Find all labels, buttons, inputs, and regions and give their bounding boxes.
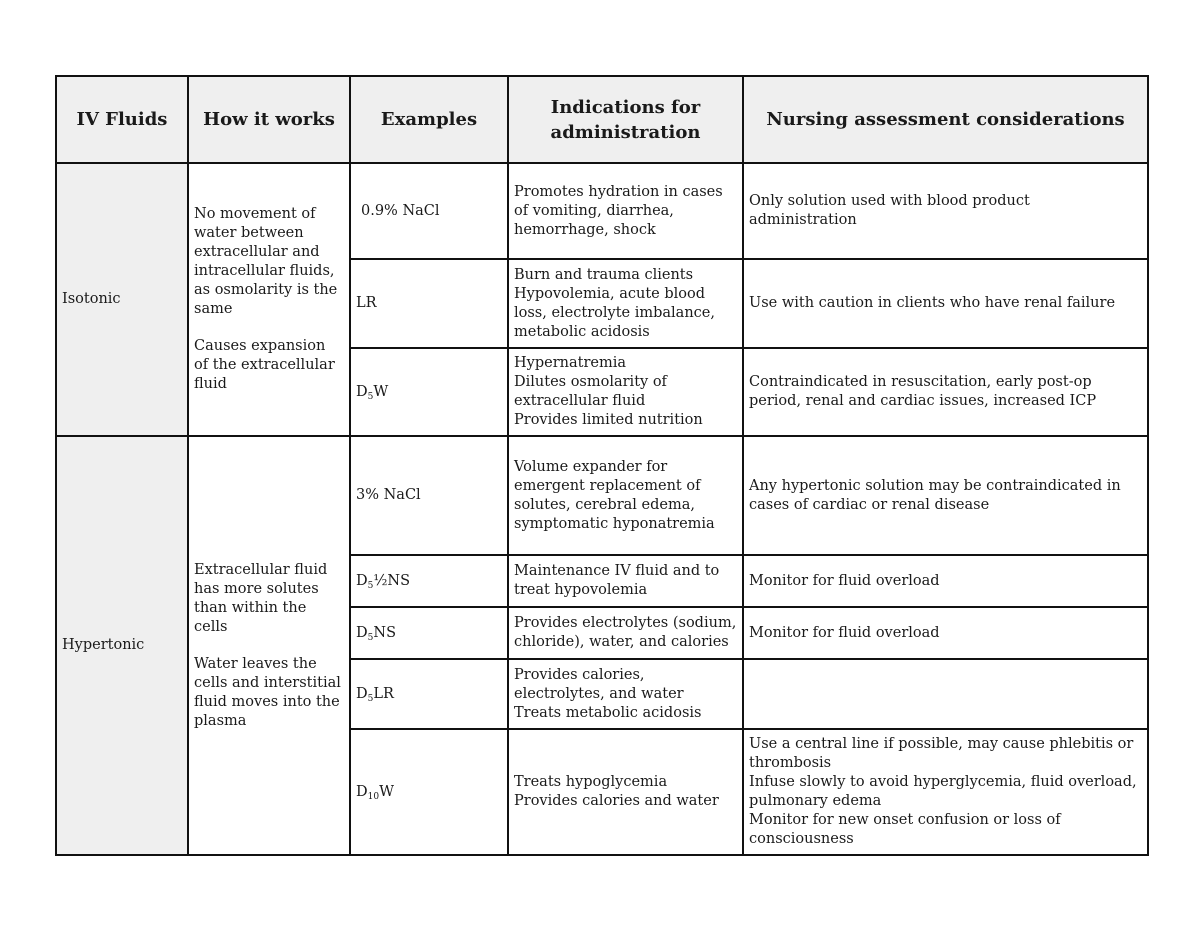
how-paragraph: Causes expansion of the extracellular fluid [194, 338, 335, 392]
example-rest: LR [373, 685, 394, 702]
example-cell [350, 348, 508, 436]
category-isotonic: Isotonic [56, 163, 188, 436]
example-base: D [356, 624, 368, 641]
example-cell [350, 729, 508, 855]
example-cell [350, 607, 508, 659]
nursing-line: Infuse slowly to avoid hyperglycemia, fluid overload, pulmonary edema [749, 774, 1137, 809]
example-cell: 3% NaCl [350, 436, 508, 555]
indication-line: Treats hypoglycemia [514, 774, 668, 790]
indication-line: Volume expander for emergent replacement of solutes, cerebral edema, symptomatic hyponatremia [514, 458, 715, 532]
indication-line: Hypovolemia, acute blood loss, electrolyte imbalance, metabolic acidosis [514, 285, 715, 340]
indication-line: Provides limited nutrition [514, 412, 703, 428]
indication-line: Hypernatremia [514, 355, 626, 371]
table-row [56, 163, 1148, 259]
example-subscript: 5 [367, 391, 374, 402]
nursing-line: Use a central line if possible, may cause phlebitis or thrombosis [749, 736, 1134, 771]
indication-line: Provides electrolytes (sodium, chloride), water, and calories [514, 615, 737, 650]
indications-cell [508, 259, 743, 348]
example-base: D [356, 783, 368, 800]
indication-line: Burn and trauma clients [514, 266, 694, 283]
indication-line: Provides calories, electrolytes, and water [514, 666, 684, 702]
example-cell [350, 555, 508, 607]
example-cell: LR [350, 259, 508, 348]
example-rest: W [373, 383, 389, 400]
indication-line: Treats metabolic acidosis [514, 704, 702, 721]
nursing-line: Any hypertonic solution may be contraindicated in cases of cardiac or renal disease [749, 477, 1121, 513]
example-subscript: 5 [367, 632, 374, 643]
nursing-line: Monitor for new onset confusion or loss of consciousness [749, 812, 1061, 847]
iv-fluids-table [55, 75, 1149, 856]
nursing-cell [743, 163, 1148, 259]
header-iv-fluids: IV Fluids [56, 76, 188, 163]
example-rest: NS [373, 624, 396, 641]
header-row [56, 76, 1148, 163]
example-subscript: 5 [367, 693, 374, 704]
header-examples: Examples [350, 76, 508, 163]
indication-line: Maintenance IV fluid and to treat hypovolemia [514, 563, 720, 598]
indication-line: Promotes hydration in cases of vomiting, diarrhea, hemorrhage, shock [514, 183, 723, 238]
nursing-cell [743, 436, 1148, 555]
how-paragraph: Water leaves the cells and interstitial fluid moves into the plasma [194, 655, 341, 729]
example-subscript: 5 [367, 580, 374, 591]
example-cell [350, 659, 508, 729]
how-paragraph: No movement of water between extracellular and intracellular fluids, as osmolarity is the same [194, 206, 338, 317]
example-rest: ½NS [373, 572, 411, 589]
nursing-line: Monitor for fluid overload [749, 572, 940, 589]
nursing-cell [743, 348, 1148, 436]
nursing-cell [743, 729, 1148, 855]
header-nursing: Nursing assessment considerations [743, 76, 1148, 163]
how-it-works-isotonic [188, 163, 350, 436]
example-base: D [356, 572, 368, 589]
indications-cell [508, 348, 743, 436]
nursing-cell [743, 607, 1148, 659]
header-how-it-works: How it works [188, 76, 350, 163]
example-rest: W [379, 783, 394, 800]
example-base: D [356, 383, 368, 400]
how-paragraph: Extracellular fluid has more solutes than within the cells [194, 561, 328, 635]
nursing-cell [743, 659, 1148, 729]
example-cell: 0.9% NaCl [350, 163, 508, 259]
table-row [56, 436, 1148, 555]
indications-cell [508, 659, 743, 729]
indications-cell [508, 163, 743, 259]
nursing-line: Use with caution in clients who have renal failure [749, 295, 1116, 311]
indications-cell [508, 555, 743, 607]
indication-line: Provides calories and water [514, 793, 719, 809]
indications-cell [508, 436, 743, 555]
nursing-cell [743, 555, 1148, 607]
how-it-works-hypertonic [188, 436, 350, 855]
nursing-cell [743, 259, 1148, 348]
nursing-line: Contraindicated in resuscitation, early post-op period, renal and cardiac issues, increased ICP [749, 374, 1097, 409]
header-indications: Indications for administration [508, 76, 743, 163]
example-base: D [356, 685, 368, 702]
example-subscript: 10 [367, 791, 380, 802]
indications-cell [508, 607, 743, 659]
nursing-line: Monitor for fluid overload [749, 624, 940, 641]
category-hypertonic: Hypertonic [56, 436, 188, 855]
nursing-line: Only solution used with blood product administration [749, 193, 1030, 228]
indications-cell [508, 729, 743, 855]
indication-line: Dilutes osmolarity of extracellular fluid [514, 374, 667, 409]
